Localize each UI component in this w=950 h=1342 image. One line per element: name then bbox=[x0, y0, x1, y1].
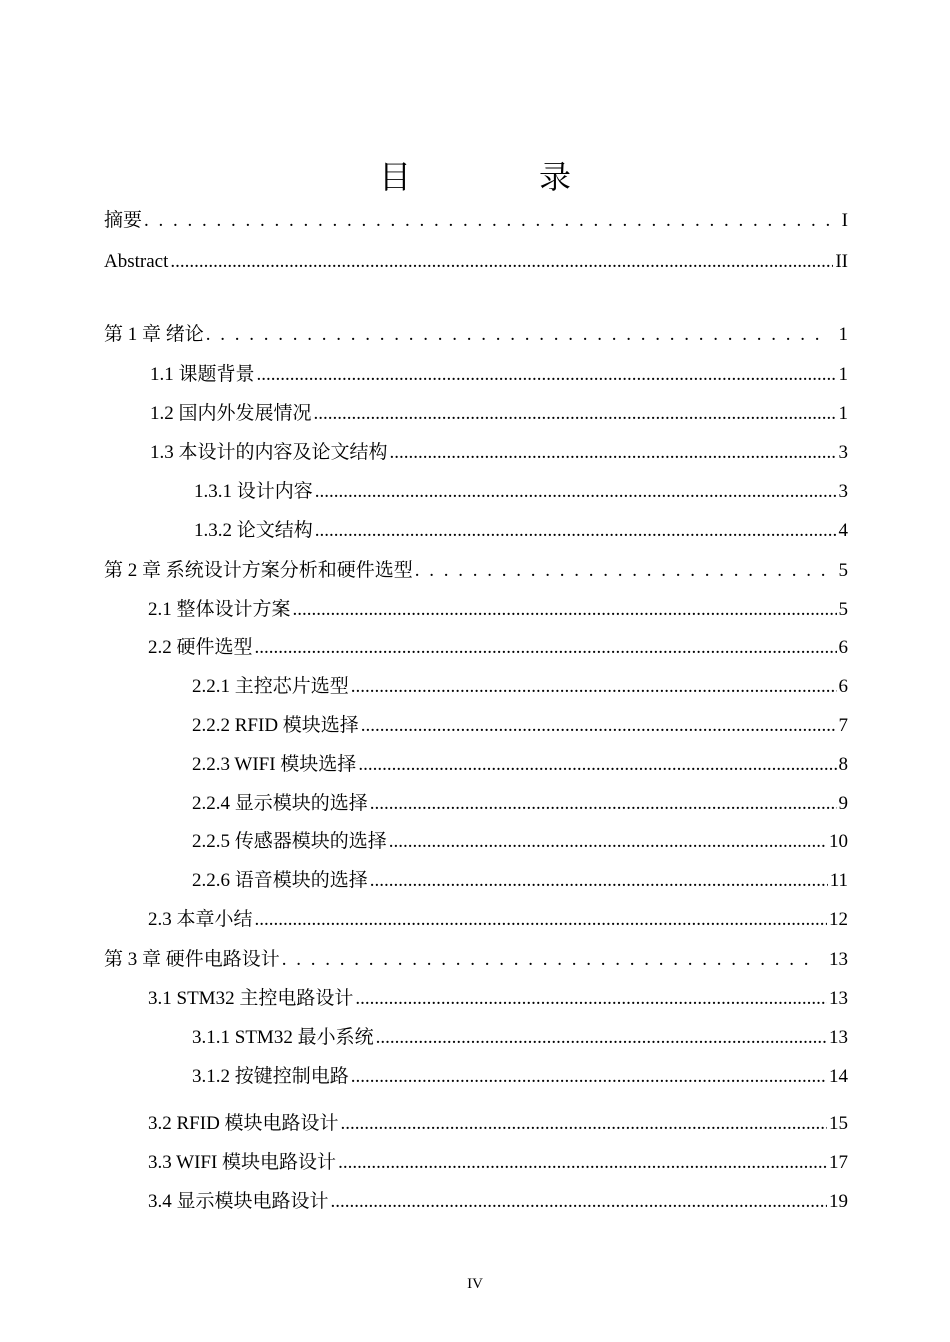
page-title: 目 录 bbox=[378, 159, 631, 195]
toc-entry-label: 摘要 bbox=[104, 210, 143, 231]
toc-entry-1-2[interactable] bbox=[150, 399, 848, 427]
page-number-footer: IV bbox=[467, 1276, 483, 1292]
toc-entry-page: 1 bbox=[838, 364, 848, 385]
dot-leader bbox=[315, 518, 837, 544]
toc-entry-label: 2.2 硬件选型 bbox=[148, 637, 253, 658]
dot-leader bbox=[282, 947, 817, 973]
dot-leader bbox=[351, 674, 837, 700]
toc-entry-2-2-2[interactable] bbox=[192, 711, 848, 739]
toc-entry-label: Abstract bbox=[104, 251, 169, 272]
toc-entry-label: 2.2.5 传感器模块的选择 bbox=[192, 831, 387, 852]
dot-leader bbox=[315, 479, 837, 505]
toc-entry-label: 2.2.6 语音模块的选择 bbox=[192, 870, 368, 891]
dot-leader bbox=[376, 1025, 827, 1051]
toc-entry-label: 2.3 本章小结 bbox=[148, 909, 253, 930]
dot-leader bbox=[293, 597, 837, 623]
toc-entry-page: I bbox=[841, 210, 848, 231]
dot-leader bbox=[255, 907, 827, 933]
toc-entry-2-2[interactable] bbox=[148, 633, 848, 661]
toc-entry-page: 1 bbox=[838, 403, 848, 424]
toc-entry-1-3-2[interactable] bbox=[194, 516, 848, 544]
toc-entry-1-3[interactable] bbox=[150, 438, 848, 466]
toc-entry-1-1[interactable] bbox=[150, 360, 848, 388]
toc-entry-label: 1.2 国内外发展情况 bbox=[150, 403, 312, 424]
toc-entry-page: 19 bbox=[829, 1191, 848, 1212]
toc-entry-2-2-6[interactable] bbox=[192, 866, 848, 894]
toc-entry-page: 9 bbox=[838, 793, 848, 814]
dot-leader bbox=[370, 868, 828, 894]
toc-entry-label: 第 2 章 系统设计方案分析和硬件选型 bbox=[104, 560, 413, 581]
dot-leader bbox=[338, 1150, 827, 1176]
toc-entry-label: 3.2 RFID 模块电路设计 bbox=[148, 1113, 339, 1134]
toc-entry-label: 2.1 整体设计方案 bbox=[148, 599, 291, 620]
toc-entry-page: 15 bbox=[829, 1113, 848, 1134]
dot-leader bbox=[341, 1111, 827, 1137]
toc-entry-chapter-3[interactable] bbox=[104, 945, 848, 973]
toc-entry-label: 1.3 本设计的内容及论文结构 bbox=[150, 442, 388, 463]
toc-entry-label: 3.1 STM32 主控电路设计 bbox=[148, 988, 354, 1009]
toc-entry-page: 13 bbox=[829, 949, 848, 970]
toc-entry-label: 1.1 课题背景 bbox=[150, 364, 255, 385]
dot-leader bbox=[390, 440, 837, 466]
toc-entry-2-2-5[interactable] bbox=[192, 827, 848, 855]
dot-leader bbox=[351, 1064, 827, 1090]
dot-leader bbox=[361, 713, 837, 739]
dot-leader bbox=[255, 635, 837, 661]
toc-entry-3-3[interactable] bbox=[148, 1148, 848, 1176]
toc-entry-3-1[interactable] bbox=[148, 984, 848, 1012]
dot-leader bbox=[370, 791, 837, 817]
toc-entry-abstract-cn[interactable] bbox=[104, 206, 848, 234]
toc-entry-page: 4 bbox=[838, 520, 848, 541]
toc-entry-page: 1 bbox=[838, 324, 848, 345]
toc-entry-page: 12 bbox=[829, 909, 848, 930]
toc-entry-page: 5 bbox=[838, 599, 848, 620]
toc-entry-page: 13 bbox=[829, 1027, 848, 1048]
toc-entry-1-3-1[interactable] bbox=[194, 477, 848, 505]
dot-leader bbox=[389, 829, 827, 855]
toc-entry-page: 5 bbox=[838, 560, 848, 581]
dot-leader bbox=[257, 362, 837, 388]
toc-entry-page: 3 bbox=[838, 442, 848, 463]
dot-leader bbox=[415, 558, 827, 584]
dot-leader bbox=[331, 1189, 827, 1215]
toc-entry-page: II bbox=[835, 251, 848, 272]
toc-entry-3-2[interactable] bbox=[148, 1109, 848, 1137]
toc-entry-label: 1.3.2 论文结构 bbox=[194, 520, 313, 541]
toc-entry-page: 6 bbox=[838, 637, 848, 658]
toc-entry-2-2-3[interactable] bbox=[192, 750, 848, 778]
toc-entry-label: 第 1 章 绪论 bbox=[104, 324, 204, 345]
toc-entry-2-2-4[interactable] bbox=[192, 789, 848, 817]
toc-entry-label: 3.1.1 STM32 最小系统 bbox=[192, 1027, 374, 1048]
toc-entry-page: 3 bbox=[838, 481, 848, 502]
toc-entry-page: 11 bbox=[829, 870, 848, 891]
toc-entry-page: 8 bbox=[838, 754, 848, 775]
dot-leader bbox=[314, 401, 837, 427]
toc-entry-2-2-1[interactable] bbox=[192, 672, 848, 700]
toc-entry-2-3[interactable] bbox=[148, 905, 848, 933]
toc-entry-page: 10 bbox=[829, 831, 848, 852]
toc-entry-page: 17 bbox=[829, 1152, 848, 1173]
toc-entry-label: 1.3.1 设计内容 bbox=[194, 481, 313, 502]
dot-leader bbox=[358, 752, 836, 778]
toc-entry-label: 2.2.2 RFID 模块选择 bbox=[192, 715, 359, 736]
toc-entry-label: 2.2.4 显示模块的选择 bbox=[192, 793, 368, 814]
toc-entry-3-1-2[interactable] bbox=[192, 1062, 848, 1090]
dot-leader bbox=[170, 249, 833, 275]
toc-entry-page: 13 bbox=[829, 988, 848, 1009]
toc-entry-label: 2.2.3 WIFI 模块选择 bbox=[192, 754, 357, 775]
dot-leader bbox=[355, 986, 827, 1012]
toc-entry-page: 6 bbox=[838, 676, 848, 697]
toc-entry-label: 3.1.2 按键控制电路 bbox=[192, 1066, 349, 1087]
toc-entry-chapter-1[interactable] bbox=[104, 320, 848, 348]
toc-entry-label: 第 3 章 硬件电路设计 bbox=[104, 949, 280, 970]
toc-entry-page: 7 bbox=[838, 715, 848, 736]
toc-entry-abstract-en[interactable] bbox=[104, 247, 848, 275]
toc-entry-2-1[interactable] bbox=[148, 595, 848, 623]
dot-leader bbox=[206, 322, 827, 348]
toc-entry-3-1-1[interactable] bbox=[192, 1023, 848, 1051]
toc-entry-3-4[interactable] bbox=[148, 1187, 848, 1215]
toc-entry-page: 14 bbox=[829, 1066, 848, 1087]
dot-leader bbox=[144, 208, 840, 234]
toc-entry-label: 3.4 显示模块电路设计 bbox=[148, 1191, 329, 1212]
toc-entry-label: 2.2.1 主控芯片选型 bbox=[192, 676, 349, 697]
toc-entry-label: 3.3 WIFI 模块电路设计 bbox=[148, 1152, 337, 1173]
toc-entry-chapter-2[interactable] bbox=[104, 556, 848, 584]
